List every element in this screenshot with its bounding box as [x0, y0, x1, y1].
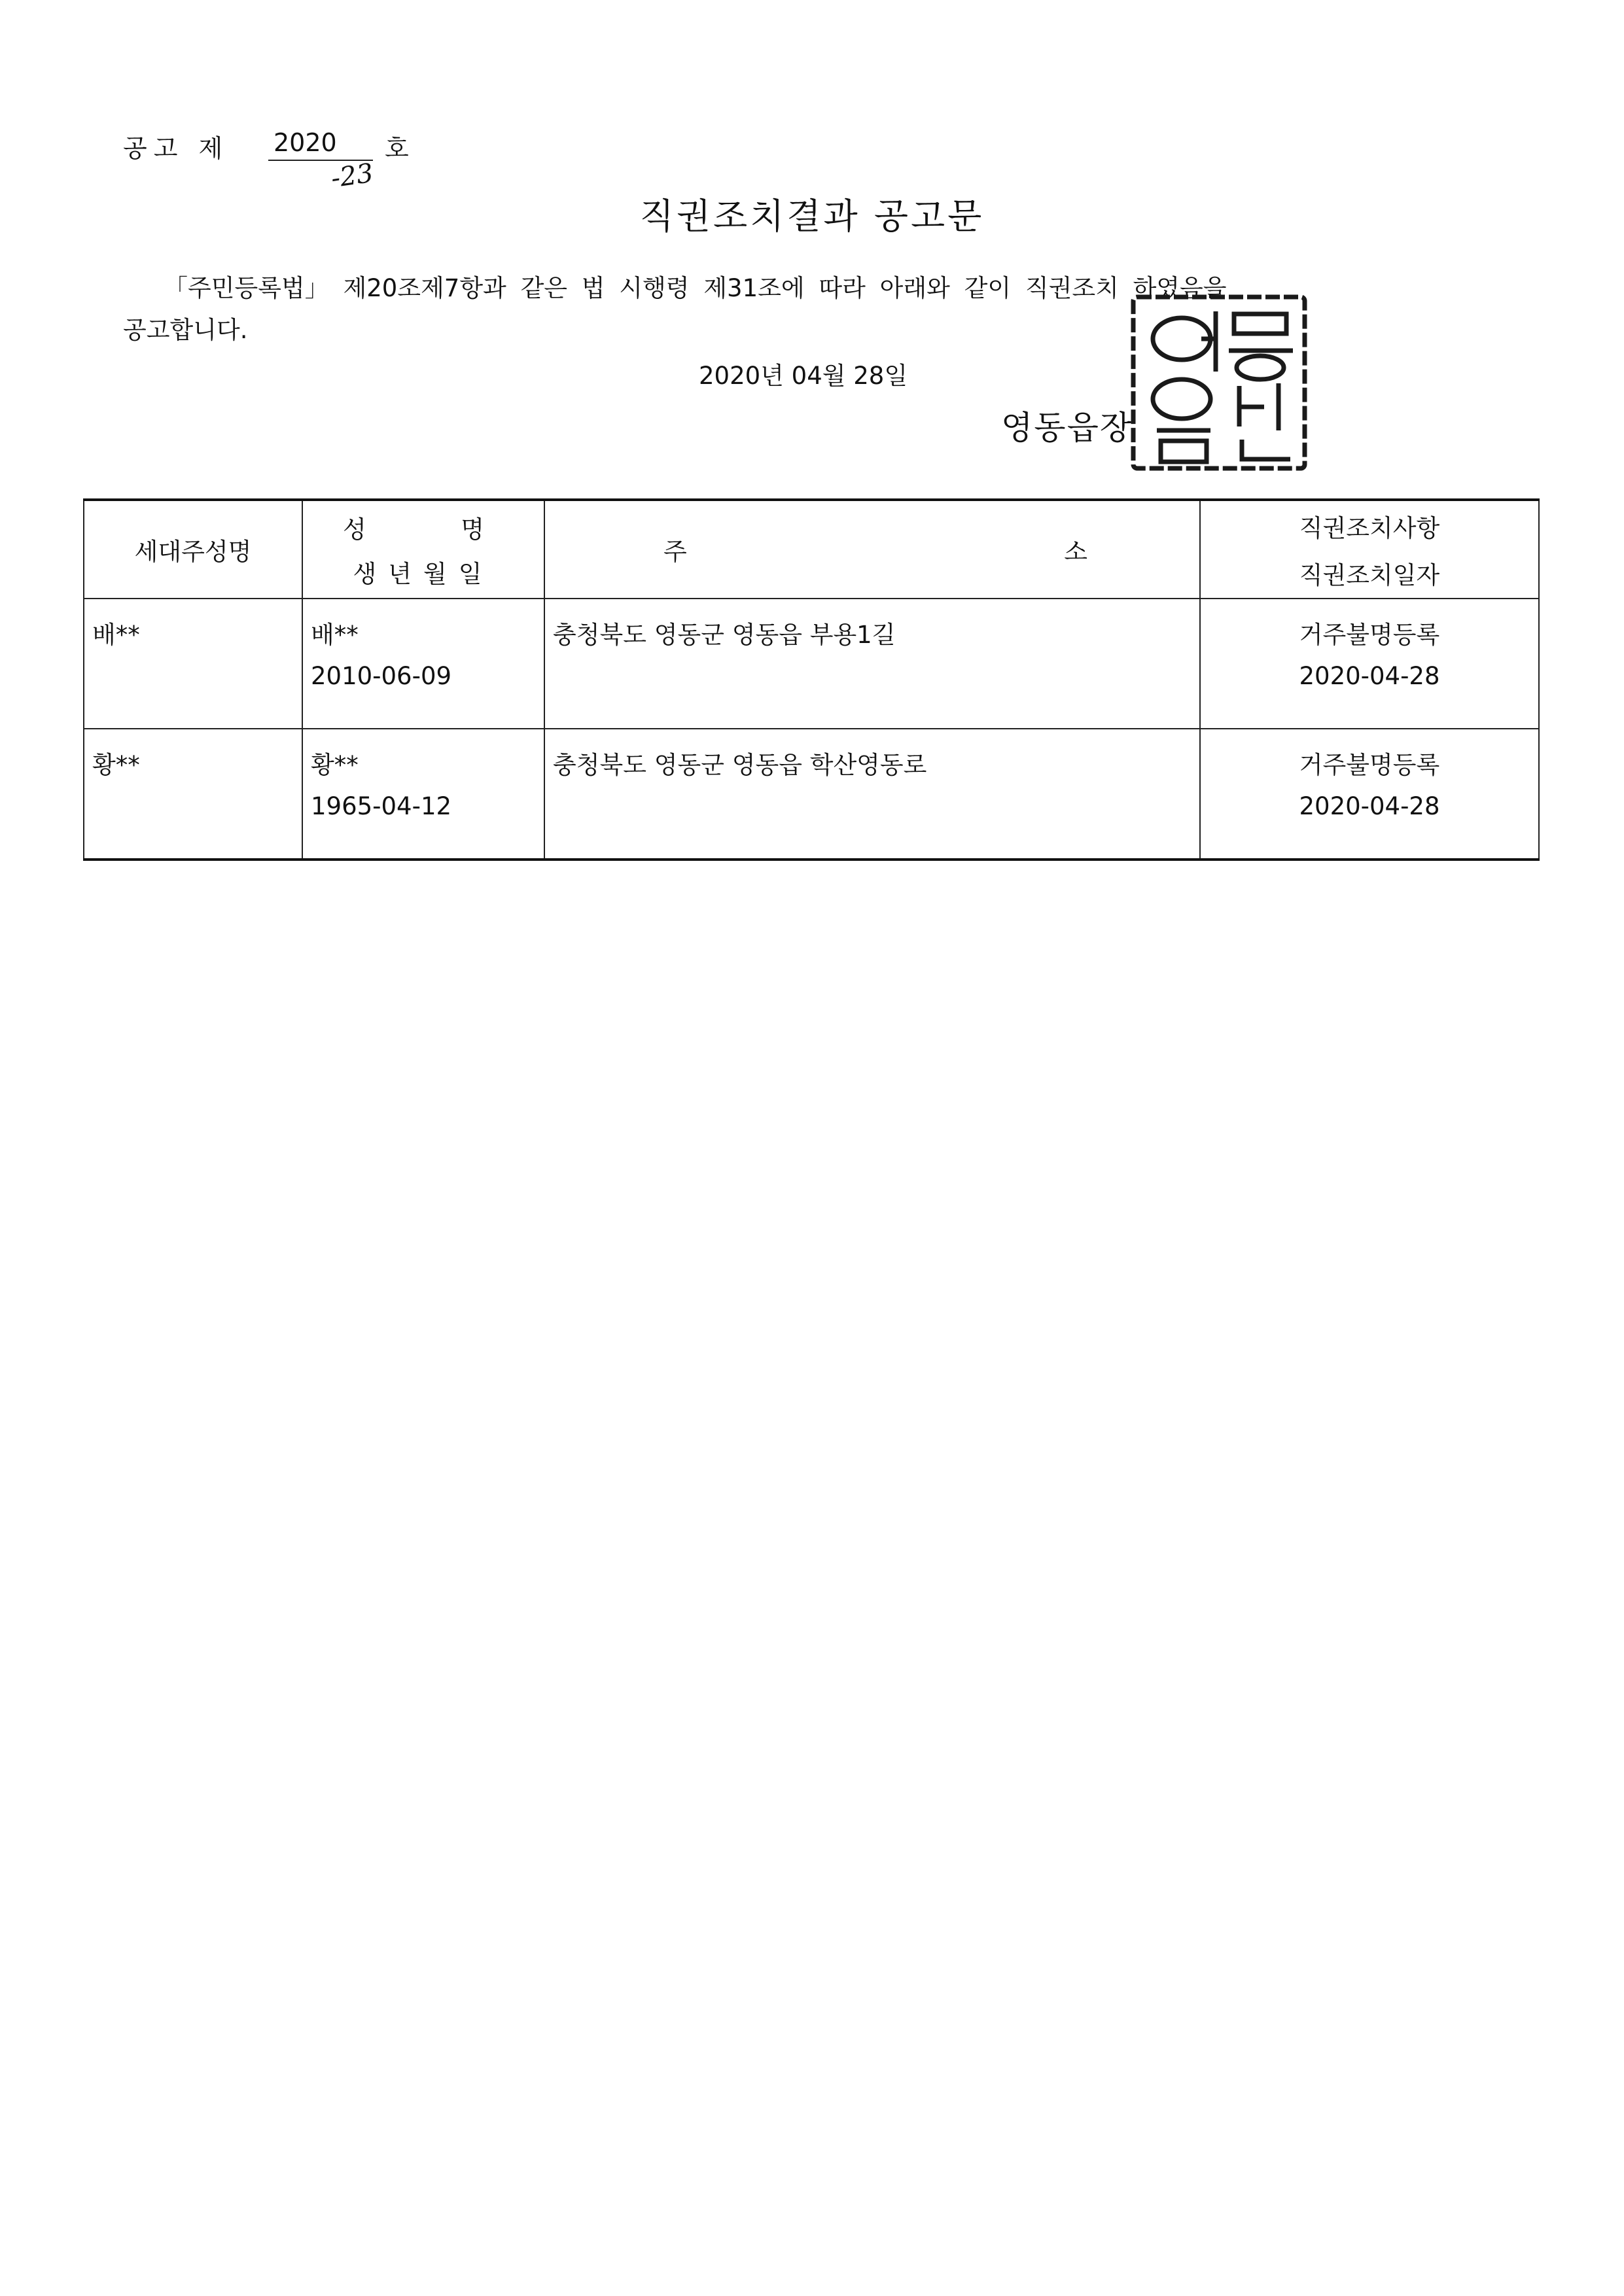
table-header-row: [84, 500, 1539, 599]
notice-number-handwritten: -23: [329, 158, 376, 194]
cell-name: 배**: [311, 621, 359, 649]
official-seal-stamp: [1124, 288, 1314, 478]
cell-action-type: 거주불명등록: [1299, 751, 1440, 779]
cell-birth: 1965-04-12: [311, 792, 452, 820]
header-name-label: 성: [343, 515, 366, 544]
records-table: [83, 498, 1540, 861]
header-action-date-label: 직권조치일자: [1299, 561, 1440, 589]
notice-suffix: 호: [385, 134, 409, 163]
document-title: 직권조치결과 공고문: [639, 196, 985, 237]
header-address-label2: 소: [1064, 538, 1087, 566]
cell-name-birth: [302, 729, 544, 860]
issuer-name: 영동읍장: [1001, 409, 1133, 447]
cell-householder: 황**: [84, 729, 302, 860]
header-householder: 세대주성명: [84, 500, 302, 599]
cell-name-birth: [302, 599, 544, 729]
notice-label: 공고 제: [123, 134, 230, 163]
cell-birth: 2010-06-09: [311, 662, 452, 690]
cell-action: [1200, 599, 1539, 729]
header-name-birth: [302, 500, 544, 599]
cell-action-date: 2020-04-28: [1299, 792, 1440, 820]
header-address-label: 주: [663, 538, 687, 566]
header-name-label2: 명: [461, 515, 484, 544]
header-birth-label: 생년월일: [353, 560, 494, 588]
header-action-label: 직권조치사항: [1299, 514, 1440, 542]
table-row: [84, 599, 1539, 729]
cell-action-type: 거주불명등록: [1299, 621, 1440, 649]
cell-action-date: 2020-04-28: [1299, 662, 1440, 690]
header-address: [544, 500, 1200, 599]
body-text-line1: 「주민등록법」 제20조제7항과 같은 법 시행령 제31조에 따라 아래와 같이 직권조치 하였음을: [164, 274, 1227, 302]
cell-address: 충청북도 영동군 영동읍 부용1길: [544, 599, 1200, 729]
notice-year: 2020: [274, 128, 337, 157]
cell-name: 황**: [311, 751, 359, 779]
cell-householder: 배**: [84, 599, 302, 729]
cell-address: 충청북도 영동군 영동읍 학산영동로: [544, 729, 1200, 860]
table-row: [84, 729, 1539, 860]
notice-date: 2020년 04월 28일: [699, 362, 908, 390]
header-action: [1200, 500, 1539, 599]
body-text-line2: 공고합니다.: [123, 316, 248, 344]
cell-action: [1200, 729, 1539, 860]
